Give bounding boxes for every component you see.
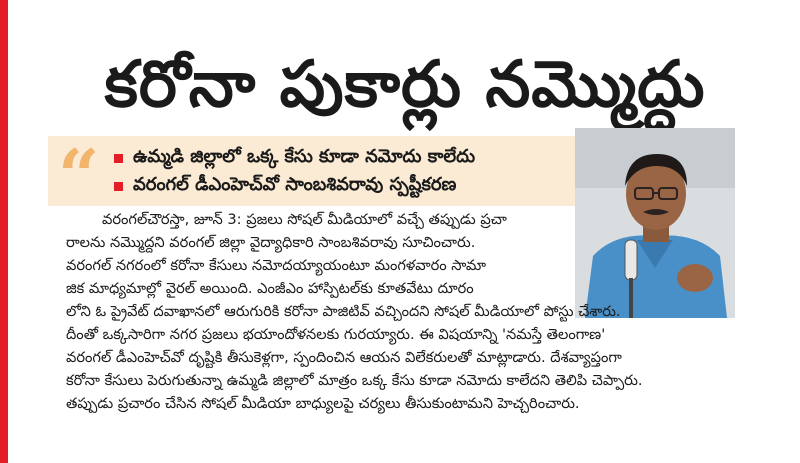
- article-line: జిక మాధ్యమాల్లో వైరల్ అయింది. ఎంజీఎం హాస్పిటల్‌కు కూతవేటు దూరం: [66, 280, 474, 297]
- bullet-icon: [114, 154, 123, 163]
- article-body: [66, 208, 736, 415]
- deck-point: [114, 144, 475, 172]
- headline: కరోనా పుకార్లు నమ్మొద్దు: [104, 47, 706, 122]
- article-line: దీంతో ఒక్కసారిగా నగర ప్రజలు భయాందోళనలకు గురయ్యారు. ఈ విషయాన్ని 'నమస్తే తెలంగాణ': [66, 326, 606, 343]
- deck-point: [114, 172, 456, 200]
- article-line: లోని ఓ ప్రైవేట్ దవాఖానలో ఆరుగురికి కరోనా పాజిటివ్ వచ్చిందని సోషల్ మీడియాలో పోస్టు చేశారు.: [66, 303, 621, 320]
- bullet-icon: [114, 182, 123, 191]
- deck-point-text: వరంగల్ డీఎంహెచ్‌వో సాంబశివరావు స్పష్టీకరణ: [133, 173, 457, 195]
- deck-point-text: ఉమ్మడి జిల్లాలో ఒక్క కేసు కూడా నమోదు కాలేదు: [133, 145, 476, 167]
- quote-icon: “: [58, 133, 100, 218]
- article-line: కరోనా కేసులు పెరుగుతున్నా ఉమ్మడి జిల్లాలో మాత్రం ఒక్క కేసు కూడా నమోదు కాలేదని తెలిపి చెప్పారు.: [66, 372, 643, 389]
- left-accent-rule: [0, 0, 8, 463]
- article-line: వరంగల్ నగరంలో కరోనా కేసులు నమోదయ్యాయంటూ మంగళవారం సామా: [66, 257, 486, 274]
- deck-box: [48, 133, 576, 218]
- article-line: తప్పుడు ప్రచారం చేసిన సోషల్ మీడియా బాధ్యులపై చర్యలు తీసుకుంటామని హెచ్చరించారు.: [66, 395, 580, 412]
- article-line: వరంగల్‌చౌరస్తా, జూన్ 3: ప్రజలు సోషల్ మీడియాలో వచ్చే తప్పుడు ప్రచా: [102, 211, 507, 228]
- article-line: వరంగల్ డీఎంహెచ్‌వో దృష్టికి తీసుకెళ్లగా, స్పందించిన ఆయన విలేకరులతో మాట్లాడారు. దేశవ్యాప్తంగా: [66, 349, 622, 366]
- article-line: రాలను నమ్మొద్దని వరంగల్ జిల్లా వైద్యాధికారి సాంబశివరావు సూచించారు.: [66, 234, 476, 251]
